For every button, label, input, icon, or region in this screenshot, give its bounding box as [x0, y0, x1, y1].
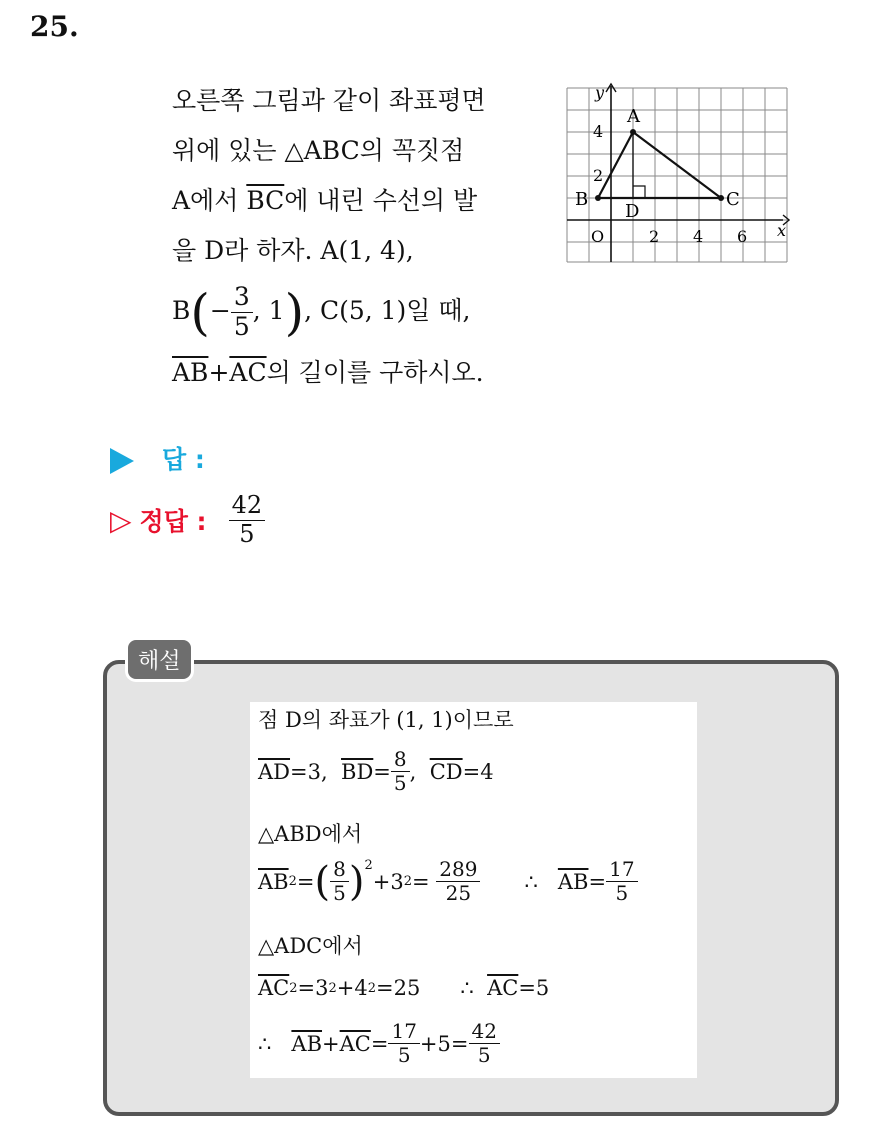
- point-a: [630, 129, 636, 135]
- seg-bd: $\overline{BD}$: [341, 759, 374, 784]
- solution-line-3: △ABD에서: [258, 822, 363, 846]
- problem-line-1: 오른쪽 그림과 같이 좌표평면: [172, 86, 486, 115]
- solution-line-2: [258, 748, 494, 795]
- solution-line-5: △ADC에서: [258, 934, 363, 958]
- point-d-label: D: [625, 201, 640, 222]
- y-tick-2: 2: [593, 166, 604, 185]
- seg-cd: $\overline{CD}$: [429, 759, 463, 784]
- txt: +3: [372, 869, 404, 894]
- seg-ac: $\overline{AC}$: [258, 976, 290, 1000]
- point-a-label: A: [627, 106, 640, 127]
- minus-sign: −: [209, 296, 231, 325]
- correct-answer-fraction: [229, 492, 266, 548]
- problem-line-2: [172, 126, 552, 176]
- exp: 2: [367, 980, 377, 996]
- frac-42-5: [469, 1020, 500, 1067]
- explanation-tag: 해설: [128, 640, 191, 679]
- exp: 2: [403, 874, 412, 889]
- answer-label: 답 :: [162, 445, 205, 474]
- plus-sign: +: [208, 358, 230, 387]
- txt: =: [373, 759, 391, 784]
- numerator: 289: [436, 858, 480, 882]
- problem-line-6: [172, 348, 552, 398]
- txt: =: [411, 869, 430, 894]
- solution-panel: [250, 702, 697, 1078]
- denominator: 5: [397, 1043, 411, 1067]
- seg-ac: $\overline{AC}$: [487, 976, 519, 1000]
- segment-bc: $\overline{BC}$: [246, 186, 285, 215]
- x-axis-label: x: [777, 221, 787, 240]
- frac-17-5: [606, 858, 637, 905]
- seg-ad: $\overline{AD}$: [258, 759, 291, 784]
- txt: =4: [462, 759, 494, 784]
- denominator: 5: [393, 771, 407, 795]
- paren: ): [348, 858, 365, 905]
- text: 의 꼭짓점: [359, 136, 465, 165]
- frac-8-5: [330, 858, 349, 905]
- seg-ab: $\overline{AB}$: [258, 869, 289, 894]
- fraction-3-5: [231, 283, 253, 342]
- segment-ac: $\overline{AC}$: [229, 358, 267, 387]
- correct-answer-label: 정답 :: [139, 507, 207, 537]
- exp: 2: [289, 980, 298, 996]
- exp: 2: [364, 858, 373, 873]
- txt: +: [322, 1031, 340, 1056]
- problem-number: 25.: [30, 10, 79, 43]
- answer-row: [110, 440, 205, 476]
- text: 위에 있는: [172, 136, 285, 165]
- therefore-symbol: ∴: [460, 976, 474, 1000]
- denominator: 5: [333, 881, 346, 905]
- point-b: [595, 195, 601, 201]
- numerator: 42: [469, 1020, 500, 1044]
- txt: =: [588, 869, 607, 894]
- correct-answer-row: [110, 492, 265, 548]
- seg-ac: $\overline{AC}$: [339, 1031, 371, 1056]
- seg-ab: $\overline{AB}$: [557, 869, 589, 894]
- frac-8-5: [391, 748, 410, 795]
- point-b-label: B: [172, 296, 191, 325]
- txt: =5: [518, 976, 550, 1000]
- origin-label: O: [591, 227, 605, 246]
- txt: ,: [409, 759, 417, 784]
- segment-ab: $\overline{AB}$: [172, 358, 209, 387]
- numerator: 42: [229, 492, 266, 521]
- point-c: [718, 195, 724, 201]
- text: 에 내린 수선의 발: [284, 186, 478, 215]
- paren: (: [314, 858, 331, 905]
- denominator: 25: [445, 881, 472, 905]
- txt: =: [450, 1031, 469, 1056]
- txt: +4: [336, 976, 368, 1000]
- solution-line-7: [258, 1020, 500, 1067]
- solution-line-6: [258, 976, 549, 1000]
- outline-arrow-icon: ▷: [110, 503, 132, 537]
- therefore-symbol: ∴: [258, 1031, 272, 1056]
- text: 의 길이를 구하시오.: [266, 358, 484, 387]
- therefore-symbol: ∴: [524, 869, 538, 894]
- play-arrow-icon: [110, 448, 134, 474]
- y-axis-label: y: [595, 83, 605, 102]
- paren-close: ): [284, 283, 305, 342]
- denominator: 5: [233, 312, 250, 341]
- problem-line-4: 을 D라 하자. A(1, 4),: [172, 236, 414, 265]
- exp: 2: [328, 980, 337, 996]
- x-tick-6: 6: [737, 227, 748, 246]
- txt: =: [296, 869, 315, 894]
- numerator: 8: [330, 858, 349, 882]
- denominator: 5: [239, 519, 255, 548]
- problem-line-5: [172, 280, 552, 342]
- paren-open: (: [190, 283, 210, 342]
- numerator: 17: [388, 1020, 419, 1044]
- txt: +5: [419, 1031, 451, 1056]
- triangle-abc: △ABC: [284, 136, 360, 165]
- frac-17-5: [388, 1020, 419, 1067]
- solution-line-1: 점 D의 좌표가 (1, 1)이므로: [258, 708, 514, 732]
- numerator: 17: [606, 858, 637, 882]
- text: A에서: [172, 186, 247, 215]
- problem-text: [172, 76, 552, 398]
- point-c-label: C: [726, 189, 740, 210]
- problem-line-3: [172, 176, 552, 226]
- txt: =3: [297, 976, 329, 1000]
- text: , 1: [252, 296, 285, 325]
- solution-line-4: [258, 858, 638, 905]
- point-b-label: B: [575, 189, 589, 210]
- exp: 2: [288, 874, 297, 889]
- denominator: 5: [615, 881, 629, 905]
- coordinate-graph: [565, 80, 790, 266]
- txt: =: [370, 1031, 389, 1056]
- x-tick-4: 4: [693, 227, 704, 246]
- x-tick-2: 2: [649, 227, 660, 246]
- txt: =25: [376, 976, 421, 1000]
- frac-289-25: [436, 858, 480, 905]
- numerator: 3: [231, 283, 253, 313]
- numerator: 8: [391, 748, 410, 772]
- txt: =3,: [290, 759, 328, 784]
- y-tick-4: 4: [593, 122, 604, 141]
- text: , C(5, 1)일 때,: [304, 296, 471, 325]
- denominator: 5: [477, 1043, 491, 1067]
- right-angle-mark: [633, 186, 645, 198]
- seg-ab: $\overline{AB}$: [291, 1031, 323, 1056]
- triangle-abc-shape: [598, 132, 721, 198]
